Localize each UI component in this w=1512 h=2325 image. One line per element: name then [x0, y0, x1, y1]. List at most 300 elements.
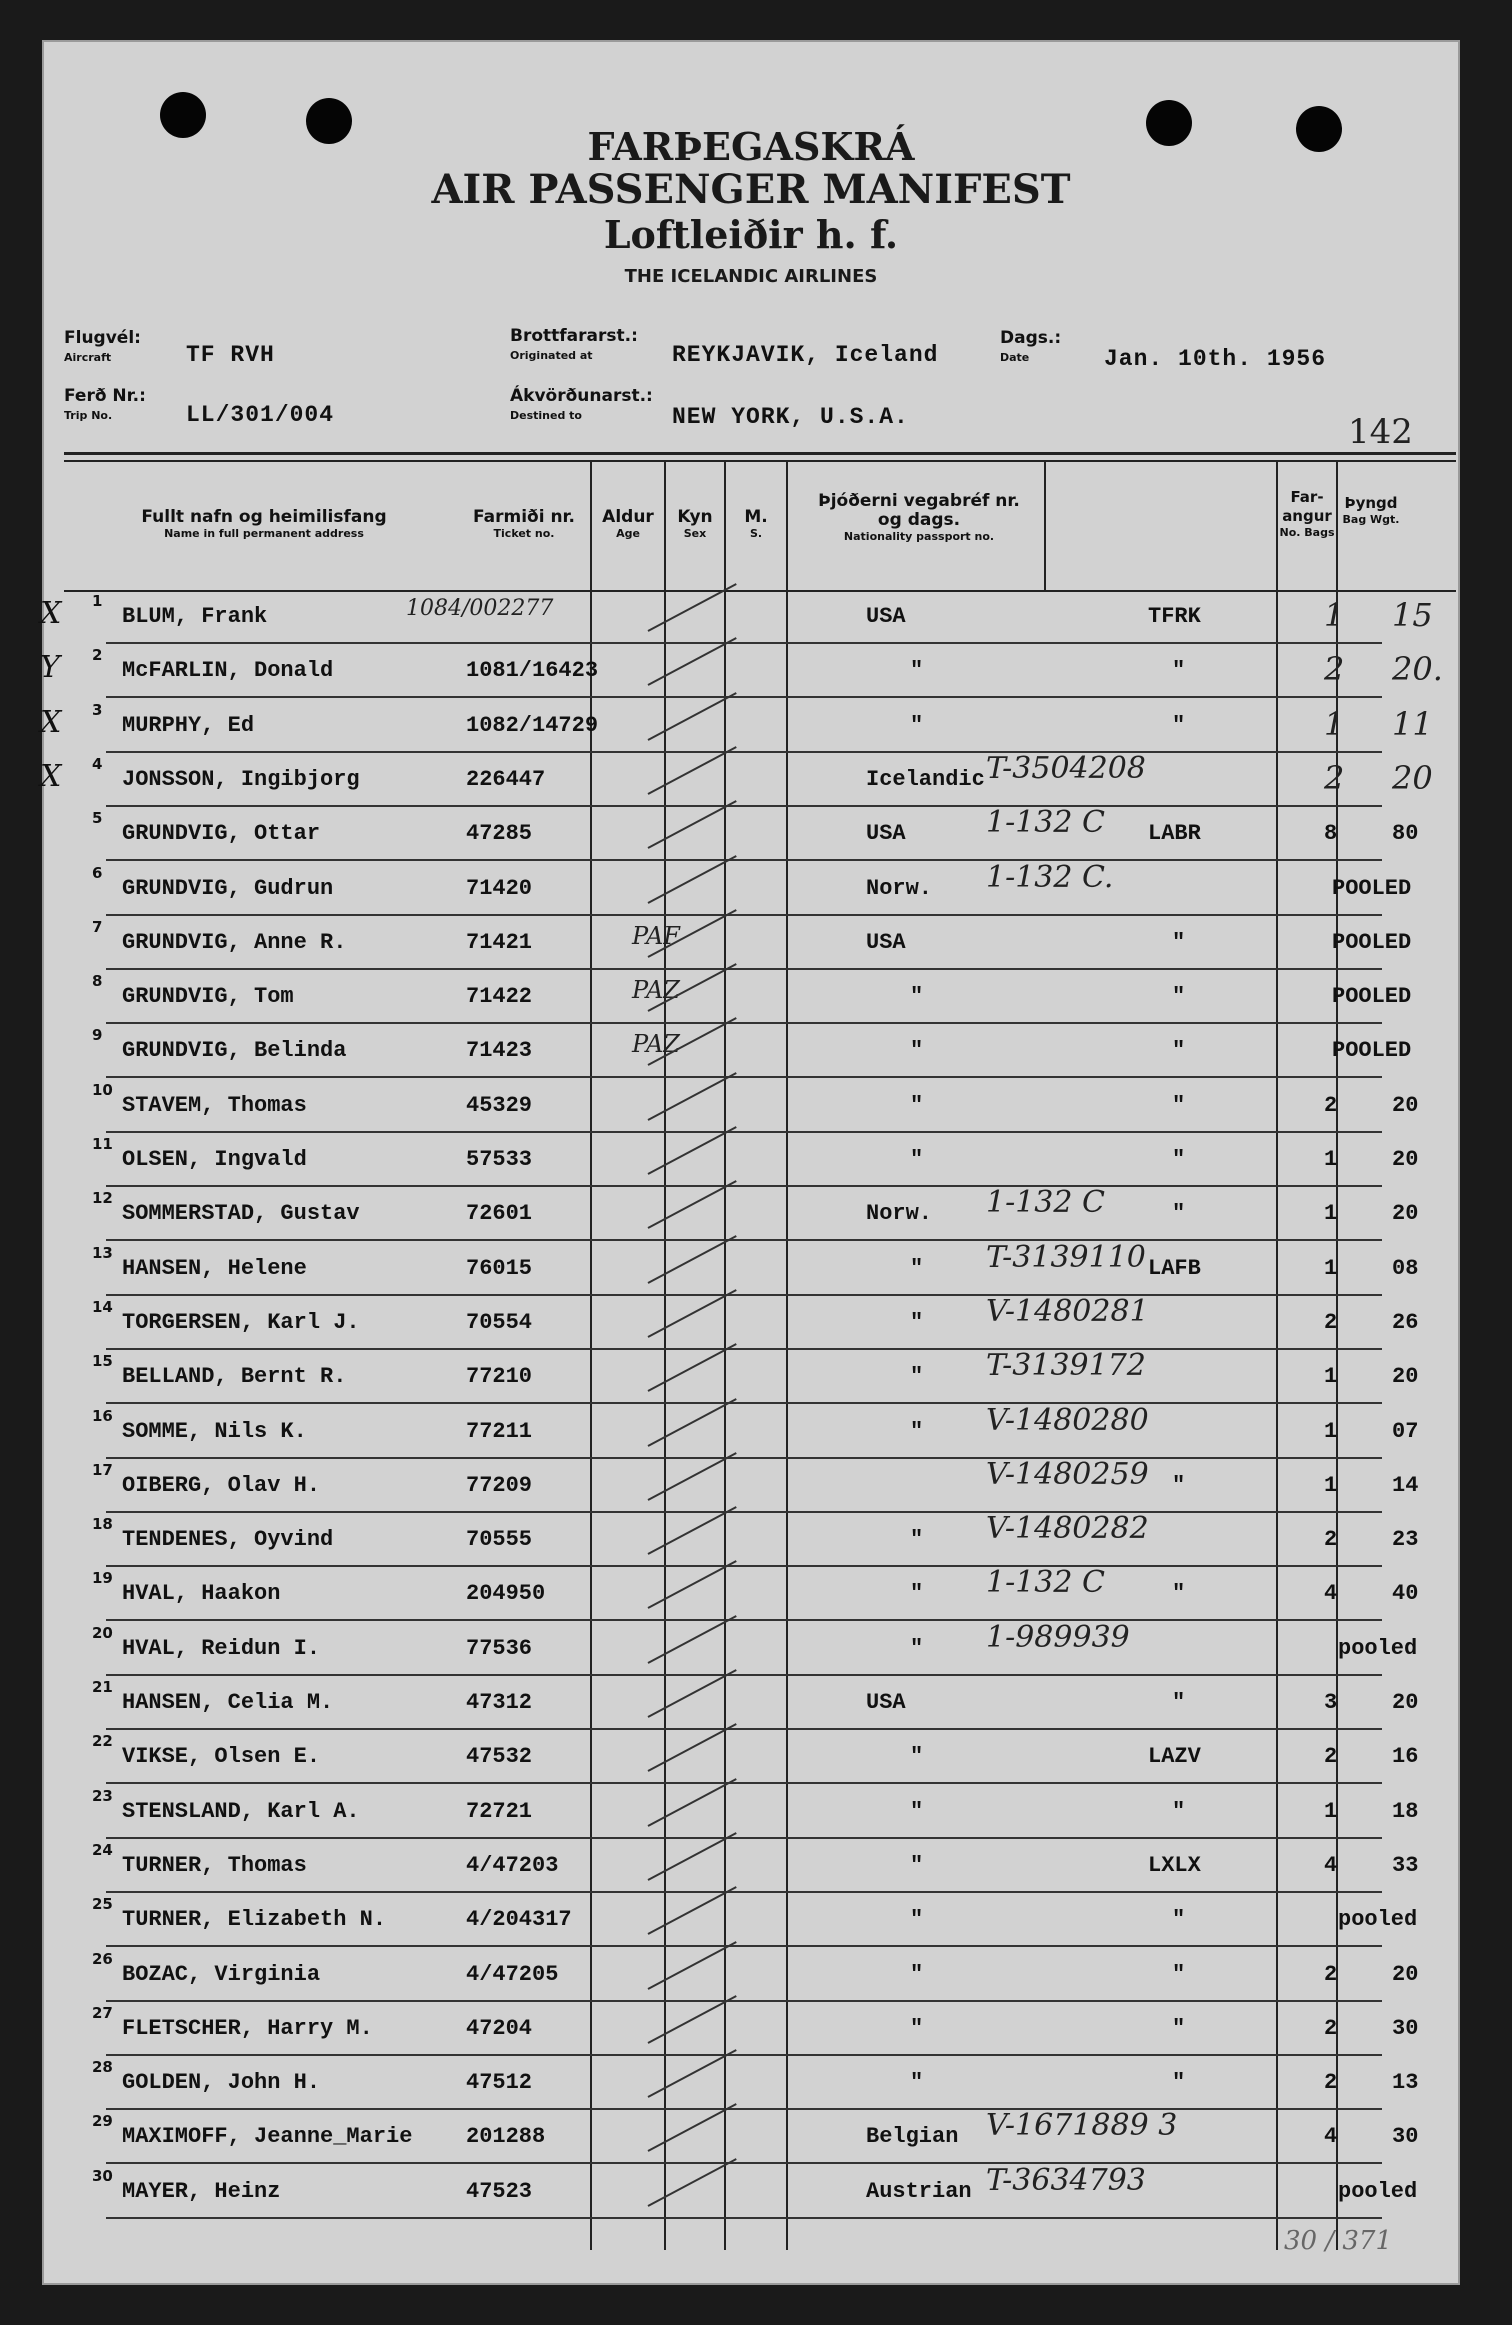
ticket-number: 57533 [466, 1147, 533, 1172]
bag-count: 2 [1324, 1093, 1338, 1118]
col-header-nationality: Þjóðerni vegabréf nr. og dags. Nationality passport no. [818, 491, 1020, 543]
bag-count: 2 [1324, 1527, 1338, 1552]
col-header-bags: Far-angur No. Bags [1279, 488, 1335, 539]
visa-code: LABR [1148, 821, 1201, 846]
nationality: " [910, 1038, 924, 1063]
passenger-name: TORGERSEN, Karl J. [122, 1310, 360, 1335]
check-stroke [648, 1723, 737, 1772]
row-rule [106, 2217, 1382, 2219]
table-row [26, 1133, 1419, 1187]
ticket-number: 70555 [466, 1527, 533, 1552]
passenger-name: SOMME, Nils K. [122, 1419, 307, 1444]
bag-weight: 20 [1392, 1690, 1419, 1715]
check-stroke [648, 1778, 737, 1827]
bag-weight: 20 [1392, 1201, 1419, 1226]
row-number: 10 [92, 1081, 113, 1099]
table-row [26, 1024, 1412, 1078]
visa-code: " [1172, 1147, 1186, 1172]
row-number: 6 [92, 864, 103, 882]
row-number: 18 [92, 1515, 113, 1533]
bag-weight: 26 [1392, 1310, 1419, 1335]
passenger-name: GRUNDVIG, Anne R. [122, 930, 347, 955]
passport-handwritten: V-1480282 [986, 1511, 1149, 1546]
nationality: USA [866, 930, 906, 955]
check-stroke [648, 1452, 737, 1501]
ticket-number: 1082/14729 [466, 713, 599, 738]
row-number: 22 [92, 1732, 113, 1750]
bag-count: 8 [1324, 821, 1338, 846]
row-number: 5 [92, 809, 103, 827]
row-rule [106, 696, 1382, 698]
table-row [26, 1240, 1419, 1296]
aircraft-label: Flugvél: Aircraft [64, 328, 141, 364]
row-number: 21 [92, 1678, 113, 1696]
passport-handwritten: V-1671889 3 [986, 2108, 1178, 2143]
bag-weight: 15 [1392, 596, 1433, 634]
table-row [26, 1893, 1418, 1947]
footer-note: 30 / 371 [1284, 2226, 1392, 2256]
passport-handwritten: T-3634793 [986, 2163, 1146, 2198]
destination-value: NEW YORK, U.S.A. [672, 404, 909, 430]
bag-count: 1 [1324, 1256, 1338, 1281]
nationality: " [910, 1310, 924, 1335]
nationality: " [910, 1419, 924, 1444]
check-mark: X [40, 705, 62, 740]
ticket-number: 47532 [466, 1744, 533, 1769]
visa-code: " [1172, 1473, 1186, 1498]
table-row [26, 805, 1419, 861]
row-number: 30 [92, 2167, 113, 2185]
table-row [26, 1403, 1419, 1459]
bag-count: 2 [1324, 2016, 1338, 2041]
bag-count: 2 [1324, 650, 1345, 688]
check-mark: X [40, 596, 62, 631]
row-number: 17 [92, 1461, 113, 1479]
col-header-sex: Kyn Sex [677, 507, 713, 540]
title-icelandic: FARÞEGASKRÁ [587, 124, 915, 169]
nationality: " [910, 1364, 924, 1389]
visa-code: LAZV [1148, 1744, 1201, 1769]
passenger-name: OLSEN, Ingvald [122, 1147, 307, 1172]
bag-weight: 80 [1392, 821, 1419, 846]
ticket-number: 47512 [466, 2070, 533, 2095]
ticket-number: 4/47205 [466, 1962, 559, 1987]
passport-handwritten: T-3504208 [986, 751, 1146, 786]
passenger-name: McFARLIN, Donald [122, 658, 334, 683]
date-label: Dags.: Date [1000, 328, 1062, 364]
nationality: USA [866, 821, 906, 846]
ticket-number: 45329 [466, 1093, 533, 1118]
table-row [26, 1185, 1419, 1241]
bags-pooled: POOLED [1332, 876, 1412, 901]
passenger-name: HVAL, Haakon [122, 1581, 281, 1606]
check-stroke [648, 692, 737, 741]
row-number: 28 [92, 2058, 113, 2076]
ticket-number: 71423 [466, 1038, 533, 1063]
bag-count: 2 [1324, 759, 1345, 797]
visa-code: " [1172, 2070, 1186, 2095]
ticket-number: 77210 [466, 1364, 533, 1389]
ticket-number: 204950 [466, 1581, 546, 1606]
bag-count: 3 [1324, 1690, 1338, 1715]
bag-count: 1 [1324, 705, 1345, 743]
row-number: 26 [92, 1950, 113, 1968]
visa-code: " [1172, 713, 1186, 738]
row-rule [106, 1619, 1382, 1621]
table-row [26, 1565, 1419, 1621]
nationality: Norw. [866, 876, 933, 901]
trip-label: Ferð Nr.: Trip No. [64, 386, 146, 422]
col-header-ms: M. S. [744, 507, 768, 540]
check-stroke [648, 1235, 737, 1284]
table-row [26, 1676, 1419, 1730]
passport-handwritten: T-3139172 [986, 1348, 1146, 1383]
column-divider [1044, 460, 1046, 590]
bag-weight: 20 [1392, 1093, 1419, 1118]
visa-code: " [1172, 1201, 1186, 1226]
row-number: 1 [92, 592, 103, 610]
passenger-name: GRUNDVIG, Belinda [122, 1038, 347, 1063]
ticket-number: 71422 [466, 984, 533, 1009]
ticket-number: 47523 [466, 2179, 533, 2204]
ticket-number: 4/47203 [466, 1853, 559, 1878]
check-stroke [648, 1886, 737, 1935]
passenger-name: STENSLAND, Karl A. [122, 1799, 360, 1824]
check-stroke [648, 1180, 737, 1229]
passenger-name: GOLDEN, John H. [122, 2070, 321, 2095]
check-stroke [648, 1941, 737, 1990]
ticket-number: 77211 [466, 1419, 533, 1444]
ticket-number: 77209 [466, 1473, 533, 1498]
visa-code: LAFB [1148, 1256, 1201, 1281]
row-number: 14 [92, 1298, 113, 1316]
passport-handwritten: 1-989939 [986, 1620, 1130, 1655]
passenger-name: OIBERG, Olav H. [122, 1473, 321, 1498]
bag-weight: 07 [1392, 1419, 1419, 1444]
row-number: 9 [92, 1026, 103, 1044]
nationality: " [910, 1527, 924, 1552]
ticket-number: 47204 [466, 2016, 533, 2041]
bag-count: 4 [1324, 1853, 1338, 1878]
visa-code: " [1172, 1581, 1186, 1606]
nationality: " [910, 2016, 924, 2041]
row-number: 2 [92, 646, 103, 664]
row-number: 16 [92, 1407, 113, 1425]
check-stroke [648, 800, 737, 849]
check-stroke [648, 1343, 737, 1392]
passenger-name: BLUM, Frank [122, 604, 268, 629]
row-number: 3 [92, 701, 103, 719]
date-value: Jan. 10th. 1956 [1104, 346, 1327, 372]
check-stroke [648, 1560, 737, 1609]
row-number: 12 [92, 1189, 113, 1207]
row-number: 23 [92, 1787, 113, 1805]
origin-label: Brottfararst.: Originated at [510, 326, 638, 362]
nationality: " [910, 1799, 924, 1824]
title-english: AIR PASSENGER MANIFEST [431, 166, 1071, 213]
age-handwritten: PAF [632, 922, 680, 950]
table-row [26, 916, 1412, 970]
bag-count: 2 [1324, 1962, 1338, 1987]
ticket-number: 4/204317 [466, 1907, 572, 1932]
bag-weight: 13 [1392, 2070, 1419, 2095]
table-row [26, 1079, 1419, 1133]
passenger-name: GRUNDVIG, Tom [122, 984, 294, 1009]
table-row [26, 751, 1433, 807]
passenger-name: TURNER, Thomas [122, 1853, 307, 1878]
row-number: 20 [92, 1624, 113, 1642]
row-number: 13 [92, 1244, 113, 1262]
bag-weight: 16 [1392, 1744, 1419, 1769]
table-row [26, 2056, 1419, 2110]
row-number: 8 [92, 972, 103, 990]
nationality: " [910, 984, 924, 1009]
passport-handwritten: V-1480281 [986, 1294, 1149, 1329]
row-rule [106, 2162, 1382, 2164]
row-rule [106, 1076, 1382, 1078]
check-stroke [648, 1072, 737, 1121]
ticket-number: 72601 [466, 1201, 533, 1226]
check-stroke [648, 1126, 737, 1175]
visa-code: " [1172, 1962, 1186, 1987]
row-number: 7 [92, 918, 103, 936]
bag-count: 1 [1324, 1799, 1338, 1824]
passenger-name: JONSSON, Ingibjorg [122, 767, 360, 792]
visa-code: " [1172, 2016, 1186, 2041]
nationality: " [910, 1256, 924, 1281]
table-row [26, 1730, 1419, 1784]
row-rule [106, 1402, 1382, 1404]
row-number: 4 [92, 755, 103, 773]
passenger-name: GRUNDVIG, Ottar [122, 821, 321, 846]
nationality: " [910, 2070, 924, 2095]
ticket-number: 71421 [466, 930, 533, 955]
bag-count: 4 [1324, 1581, 1338, 1606]
table-row [26, 860, 1412, 916]
bags-pooled: pooled [1338, 1907, 1418, 1932]
check-mark: Y [40, 650, 60, 685]
row-rule [106, 1239, 1382, 1241]
check-stroke [648, 1669, 737, 1718]
ticket-number: 72721 [466, 1799, 533, 1824]
ticket-number: 1084/002277 [406, 596, 554, 621]
nationality: " [910, 1636, 924, 1661]
check-stroke [648, 746, 737, 795]
row-number: 11 [92, 1135, 113, 1153]
ticket-number: 77536 [466, 1636, 533, 1661]
passenger-name: VIKSE, Olsen E. [122, 1744, 321, 1769]
check-stroke [648, 1506, 737, 1555]
bag-weight: 18 [1392, 1799, 1419, 1824]
tagline: THE ICELANDIC AIRLINES [624, 266, 878, 287]
passport-handwritten: 1-132 C. [986, 860, 1114, 895]
passenger-name: TURNER, Elizabeth N. [122, 1907, 387, 1932]
nationality: Norw. [866, 1201, 933, 1226]
nationality: " [910, 1093, 924, 1118]
table-row [26, 699, 1433, 753]
nationality: " [910, 1581, 924, 1606]
visa-code: LXLX [1148, 1853, 1201, 1878]
nationality: USA [866, 1690, 906, 1715]
bag-count: 2 [1324, 1744, 1338, 1769]
bag-weight: 11 [1392, 705, 1433, 743]
table-row [26, 1839, 1419, 1893]
passenger-name: TENDENES, Oyvind [122, 1527, 334, 1552]
col-header-age: Aldur Age [602, 507, 654, 540]
passenger-name: MURPHY, Ed [122, 713, 255, 738]
bag-weight: 08 [1392, 1256, 1419, 1281]
row-number: 15 [92, 1352, 113, 1370]
ticket-number: 201288 [466, 2124, 546, 2149]
table-row [26, 1785, 1419, 1839]
ticket-number: 226447 [466, 767, 546, 792]
check-stroke [648, 2158, 737, 2207]
visa-code: " [1172, 930, 1186, 955]
passport-handwritten: 1-132 C [986, 805, 1105, 840]
col-header-name: Fullt nafn og heimilisfang Name in full permanent address [141, 507, 387, 540]
table-row [26, 1948, 1419, 2002]
check-stroke [648, 855, 737, 904]
row-number: 29 [92, 2112, 113, 2130]
bag-count: 1 [1324, 1201, 1338, 1226]
passenger-name: MAXIMOFF, Jeanne_Marie [122, 2124, 413, 2149]
passenger-name: HANSEN, Helene [122, 1256, 307, 1281]
table-row [26, 1511, 1419, 1567]
bag-count: 1 [1324, 596, 1345, 634]
bags-pooled: pooled [1338, 2179, 1418, 2204]
bag-weight: 20 [1392, 1962, 1419, 1987]
bag-count: 1 [1324, 1364, 1338, 1389]
page-number: 142 [1348, 412, 1413, 452]
bag-weight: 40 [1392, 1581, 1419, 1606]
bag-count: 4 [1324, 2124, 1338, 2149]
table-row [26, 970, 1412, 1024]
passport-handwritten: V-1480259 [986, 1457, 1149, 1492]
trip-value: LL/301/004 [186, 402, 335, 428]
bag-weight: 20 [1392, 1364, 1419, 1389]
age-handwritten: PAZ [632, 1030, 680, 1058]
row-rule [106, 1945, 1382, 1947]
bag-weight: 14 [1392, 1473, 1419, 1498]
row-number: 24 [92, 1841, 113, 1859]
bags-pooled: POOLED [1332, 984, 1412, 1009]
bag-weight: 30 [1392, 2124, 1419, 2149]
check-stroke [648, 637, 737, 686]
bag-weight: 23 [1392, 1527, 1419, 1552]
passenger-name: MAYER, Heinz [122, 2179, 281, 2204]
aircraft-value: TF RVH [186, 342, 275, 368]
bag-weight: 20. [1392, 650, 1443, 688]
visa-code: " [1172, 1690, 1186, 1715]
table-row [26, 1294, 1419, 1350]
row-number: 27 [92, 2004, 113, 2022]
passport-handwritten: 1-132 C [986, 1185, 1105, 1220]
table-row [26, 590, 1433, 644]
destination-label: Ákvörðunarst.: Destined to [510, 386, 653, 422]
visa-code: " [1172, 1038, 1186, 1063]
passenger-name: BOZAC, Virginia [122, 1962, 321, 1987]
visa-code: " [1172, 984, 1186, 1009]
passenger-name: GRUNDVIG, Gudrun [122, 876, 334, 901]
col-header-weight: Þyngd Bag Wgt. [1342, 494, 1400, 526]
bag-count: 1 [1324, 1147, 1338, 1172]
visa-code: " [1172, 658, 1186, 683]
visa-code: " [1172, 1907, 1186, 1932]
nationality: " [910, 713, 924, 738]
bags-pooled: POOLED [1332, 930, 1412, 955]
nationality: " [910, 658, 924, 683]
passenger-name: HVAL, Reidun I. [122, 1636, 321, 1661]
table-row [26, 1620, 1418, 1676]
nationality: Icelandic [866, 767, 985, 792]
bag-weight: 33 [1392, 1853, 1419, 1878]
nationality: USA [866, 604, 906, 629]
bag-count: 1 [1324, 1473, 1338, 1498]
origin-value: REYKJAVIK, Iceland [672, 342, 939, 368]
col-header-ticket: Farmiði nr. Ticket no. [473, 507, 575, 540]
check-stroke [648, 1832, 737, 1881]
manifest-sheet [42, 40, 1460, 2285]
bag-weight: 30 [1392, 2016, 1419, 2041]
nationality: " [910, 1853, 924, 1878]
bag-count: 2 [1324, 2070, 1338, 2095]
passport-handwritten: V-1480280 [986, 1403, 1149, 1438]
row-rule [106, 1782, 1382, 1784]
row-number: 19 [92, 1569, 113, 1587]
bags-pooled: pooled [1338, 1636, 1418, 1661]
ticket-number: 71420 [466, 876, 533, 901]
ticket-number: 47285 [466, 821, 533, 846]
bag-weight: 20 [1392, 759, 1433, 797]
table-top-rule [64, 460, 1456, 462]
bag-count: 2 [1324, 1310, 1338, 1335]
passenger-name: HANSEN, Celia M. [122, 1690, 334, 1715]
passport-handwritten: T-3139110 [986, 1240, 1146, 1275]
nationality: Austrian [866, 2179, 972, 2204]
company-name: Loftleiðir h. f. [603, 212, 899, 257]
visa-code: TFRK [1148, 604, 1201, 629]
table-row [26, 1457, 1419, 1513]
visa-code: " [1172, 1799, 1186, 1824]
ticket-number: 1081/16423 [466, 658, 599, 683]
check-stroke [648, 1995, 737, 2044]
nationality: " [910, 1962, 924, 1987]
check-stroke [648, 1398, 737, 1447]
nationality: Belgian [866, 2124, 959, 2149]
ticket-number: 76015 [466, 1256, 533, 1281]
table-row [26, 2163, 1418, 2219]
passenger-name: BELLAND, Bernt R. [122, 1364, 347, 1389]
bag-weight: 20 [1392, 1147, 1419, 1172]
check-stroke [648, 2049, 737, 2098]
passport-handwritten: 1-132 C [986, 1565, 1105, 1600]
row-rule [106, 859, 1382, 861]
bag-count: 1 [1324, 1419, 1338, 1444]
table-row [26, 644, 1443, 698]
passenger-name: STAVEM, Thomas [122, 1093, 307, 1118]
check-stroke [648, 583, 737, 632]
row-number: 25 [92, 1895, 113, 1913]
ticket-number: 47312 [466, 1690, 533, 1715]
table-row [26, 2108, 1419, 2164]
visa-code: " [1172, 1093, 1186, 1118]
age-handwritten: PAZ [632, 976, 680, 1004]
bags-pooled: POOLED [1332, 1038, 1412, 1063]
nationality: " [910, 1907, 924, 1932]
check-stroke [648, 1289, 737, 1338]
table-row [26, 1348, 1419, 1404]
check-stroke [648, 2103, 737, 2152]
